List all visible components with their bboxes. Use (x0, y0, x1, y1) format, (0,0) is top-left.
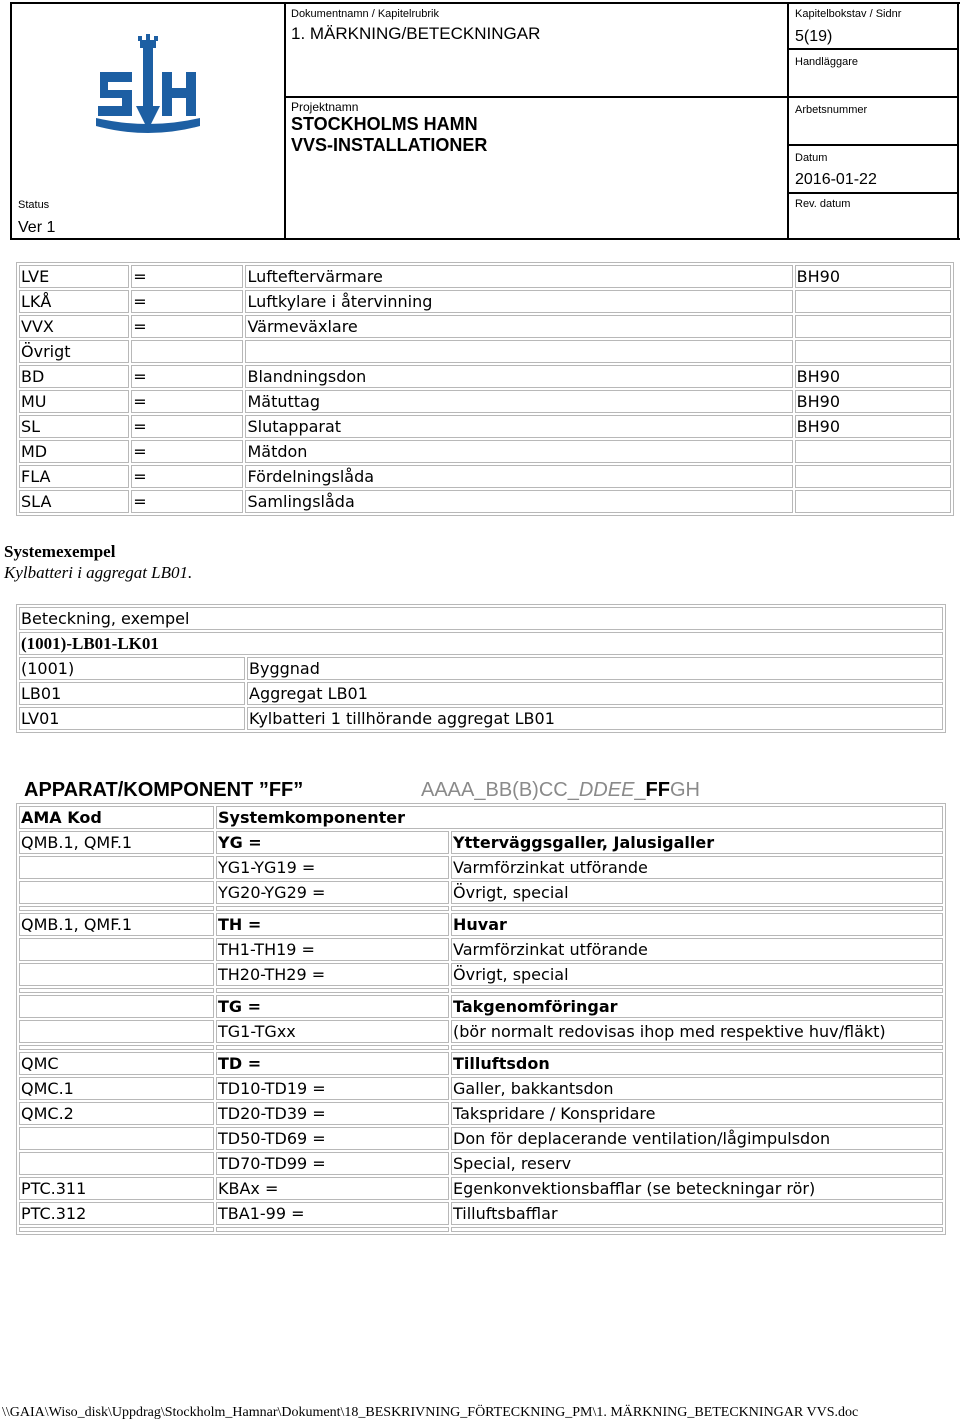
table-row (19, 390, 951, 413)
abbrev-name: Mätuttag (245, 390, 792, 413)
designation-pattern (421, 779, 700, 802)
pattern-prefix: AAAA_BB(B)CC_ (421, 779, 579, 801)
abbrev-reference: BH90 (795, 415, 951, 438)
abbrev-reference: BH90 (795, 390, 951, 413)
group-spacer (19, 988, 943, 993)
system-components-header: Systemkomponenter (216, 806, 943, 829)
component-description: Tilluftsdon (451, 1052, 943, 1075)
abbrev-code: MU (19, 390, 129, 413)
abbrev-equals: = (131, 290, 243, 313)
abbrev-name (245, 340, 792, 363)
abbrev-equals: = (131, 465, 243, 488)
pattern-italic: DDEE (578, 779, 635, 801)
component-code: TH1-TH19 = (216, 938, 449, 961)
table-row (19, 657, 943, 680)
document-title: 1. MÄRKNING/BETECKNINGAR (291, 24, 541, 43)
component-code: TH = (216, 913, 449, 936)
ama-code (19, 1152, 214, 1175)
ama-code (19, 963, 214, 986)
component-code: TD70-TD99 = (216, 1152, 449, 1175)
spacer-cell (451, 1227, 943, 1232)
abbrev-code: SLA (19, 490, 129, 513)
component-description: Huvar (451, 913, 943, 936)
abbrev-name: Fördelningslåda (245, 465, 792, 488)
abbrev-code: LKÅ (19, 290, 129, 313)
spacer-cell (19, 988, 214, 993)
document-date: 2016-01-22 (795, 171, 877, 188)
abbrev-name: Luftkylare i återvinning (245, 290, 792, 313)
abbreviation-table (16, 262, 954, 516)
component-code: TBA1-99 = (216, 1202, 449, 1225)
spacer-cell (19, 906, 214, 911)
designation-row-code: LB01 (19, 682, 245, 705)
abbrev-name: Lufteftervärmare (245, 265, 792, 288)
handler-label: Handläggare (795, 56, 858, 68)
abbrev-name: Mätdon (245, 440, 792, 463)
abbrev-equals: = (131, 490, 243, 513)
svg-text:SH: SH (146, 89, 150, 91)
table-row (19, 440, 951, 463)
abbrev-equals: = (131, 315, 243, 338)
pattern-highlight: FF (645, 779, 670, 801)
component-description: Egenkonvektionsbafflar (se beteckningar rör) (451, 1177, 943, 1200)
component-description: Varmförzinkat utförande (451, 856, 943, 879)
table-row (19, 938, 943, 961)
component-description: Övrigt, special (451, 963, 943, 986)
abbrev-reference (795, 315, 951, 338)
ama-code (19, 1020, 214, 1043)
component-description: Tilluftsbafflar (451, 1202, 943, 1225)
component-description: Ytterväggsgaller, Jalusigaller (451, 831, 943, 854)
abbrev-code: BD (19, 365, 129, 388)
doc-name-label: Dokumentnamn / Kapitelrubrik (291, 8, 439, 20)
abbrev-equals: = (131, 440, 243, 463)
ama-code: QMC (19, 1052, 214, 1075)
table-row (19, 415, 951, 438)
project-name-line1: STOCKHOLMS HAMN (291, 114, 478, 134)
abbrev-equals (131, 340, 243, 363)
component-description: Takgenomföringar (451, 995, 943, 1018)
abbrev-reference (795, 340, 951, 363)
abbrev-name: Slutapparat (245, 415, 792, 438)
component-title: APPARAT/KOMPONENT ”FF” (24, 779, 304, 801)
abbrev-name: Blandningsdon (245, 365, 792, 388)
abbrev-code: FLA (19, 465, 129, 488)
abbrev-reference (795, 440, 951, 463)
group-spacer (19, 1045, 943, 1050)
component-code: TG = (216, 995, 449, 1018)
designation-code: (1001)-LB01-LK01 (19, 632, 943, 655)
component-description: Galler, bakkantsdon (451, 1077, 943, 1100)
abbrev-reference (795, 290, 951, 313)
table-row (19, 490, 951, 513)
abbrev-code: LVE (19, 265, 129, 288)
spacer-cell (216, 906, 449, 911)
abbrev-name: Värmeväxlare (245, 315, 792, 338)
table-row (19, 1152, 943, 1175)
table-row (19, 831, 943, 854)
designation-row-code: (1001) (19, 657, 245, 680)
ama-code (19, 995, 214, 1018)
designation-row-code: LV01 (19, 707, 245, 730)
abbrev-equals: = (131, 390, 243, 413)
component-code: TD = (216, 1052, 449, 1075)
spacer-cell (216, 988, 449, 993)
table-row (19, 913, 943, 936)
component-code: TD20-TD39 = (216, 1102, 449, 1125)
spacer-cell (451, 1045, 943, 1050)
work-number-label: Arbetsnummer (795, 104, 868, 116)
component-table (16, 803, 946, 1235)
component-description: Övrigt, special (451, 881, 943, 904)
abbrev-name: Samlingslåda (245, 490, 792, 513)
abbrev-reference (795, 490, 951, 513)
spacer-cell (19, 1227, 214, 1232)
table-row (19, 707, 943, 730)
ama-code (19, 938, 214, 961)
table-row (19, 682, 943, 705)
abbrev-equals: = (131, 265, 243, 288)
status-value: Ver 1 (18, 219, 56, 236)
ama-code: QMB.1, QMF.1 (19, 831, 214, 854)
abbrev-equals: = (131, 415, 243, 438)
table-row (19, 881, 943, 904)
table-row (19, 365, 951, 388)
abbrev-code: MD (19, 440, 129, 463)
ama-code: PTC.311 (19, 1177, 214, 1200)
company-logo (92, 32, 204, 140)
page-number: 5(19) (795, 28, 833, 45)
spacer-cell (216, 1227, 449, 1232)
abbrev-code: Övrigt (19, 340, 129, 363)
table-row (19, 290, 951, 313)
table-row (19, 1177, 943, 1200)
table-row (19, 1052, 943, 1075)
spacer-cell (19, 1045, 214, 1050)
system-example-heading: Systemexempel (4, 542, 116, 561)
component-code: TD10-TD19 = (216, 1077, 449, 1100)
status-label: Status (18, 199, 50, 211)
ama-code: QMC.1 (19, 1077, 214, 1100)
project-name-line2: VVS-INSTALLATIONER (291, 135, 488, 155)
table-row (19, 265, 951, 288)
component-description: Special, reserv (451, 1152, 943, 1175)
component-code: KBAx = (216, 1177, 449, 1200)
table-row (19, 1020, 943, 1043)
component-description: Don för deplacerande ventilation/lågimpulsdon (451, 1127, 943, 1150)
table-row (19, 856, 943, 879)
pattern-sep: _ (634, 779, 646, 801)
abbrev-equals: = (131, 365, 243, 388)
ama-code-header: AMA Kod (19, 806, 214, 829)
group-spacer (19, 1227, 943, 1232)
component-code: TG1-TGxx (216, 1020, 449, 1043)
designation-row-desc: Aggregat LB01 (247, 682, 943, 705)
designation-title: Beteckning, exempel (19, 607, 943, 630)
ama-code (19, 1127, 214, 1150)
component-description: (bör normalt redovisas ihop med respektive huv/fläkt) (451, 1020, 943, 1043)
table-row (19, 465, 951, 488)
component-description: Takspridare / Konspridare (451, 1102, 943, 1125)
table-row (19, 1077, 943, 1100)
abbrev-code: VVX (19, 315, 129, 338)
ama-code (19, 856, 214, 879)
table-row (19, 315, 951, 338)
spacer-cell (451, 906, 943, 911)
ama-code (19, 881, 214, 904)
pattern-suffix: GH (669, 779, 700, 801)
table-row (19, 963, 943, 986)
ama-code: QMB.1, QMF.1 (19, 913, 214, 936)
ama-code: QMC.2 (19, 1102, 214, 1125)
ama-code: PTC.312 (19, 1202, 214, 1225)
table-row (19, 340, 951, 363)
abbrev-reference: BH90 (795, 265, 951, 288)
project-label: Projektnamn (291, 100, 359, 114)
table-row (19, 1202, 943, 1225)
table-row (19, 1127, 943, 1150)
system-example-subheading: Kylbatteri i aggregat LB01. (4, 563, 193, 582)
file-path-footer: \\GAIA\Wiso_disk\Uppdrag\Stockholm_Hamnar\Dokument\18_BESKRIVNING_FÖRTECKNING_PM\1. MÄRKNING_BETECKNINGAR VVS.doc (2, 1405, 859, 1420)
date-label: Datum (795, 152, 828, 164)
chapter-label: Kapitelbokstav / Sidnr (795, 8, 902, 20)
table-row (19, 1102, 943, 1125)
component-code: YG20-YG29 = (216, 881, 449, 904)
abbrev-reference (795, 465, 951, 488)
designation-row-desc: Kylbatteri 1 tillhörande aggregat LB01 (247, 707, 943, 730)
spacer-cell (216, 1045, 449, 1050)
abbrev-reference: BH90 (795, 365, 951, 388)
table-row (19, 995, 943, 1018)
group-spacer (19, 906, 943, 911)
component-code: TH20-TH29 = (216, 963, 449, 986)
component-code: TD50-TD69 = (216, 1127, 449, 1150)
rev-date-label: Rev. datum (795, 198, 851, 210)
component-code: YG1-YG19 = (216, 856, 449, 879)
designation-example-table (16, 604, 946, 733)
component-description: Varmförzinkat utförande (451, 938, 943, 961)
designation-row-desc: Byggnad (247, 657, 943, 680)
abbrev-code: SL (19, 415, 129, 438)
spacer-cell (451, 988, 943, 993)
component-code: YG = (216, 831, 449, 854)
